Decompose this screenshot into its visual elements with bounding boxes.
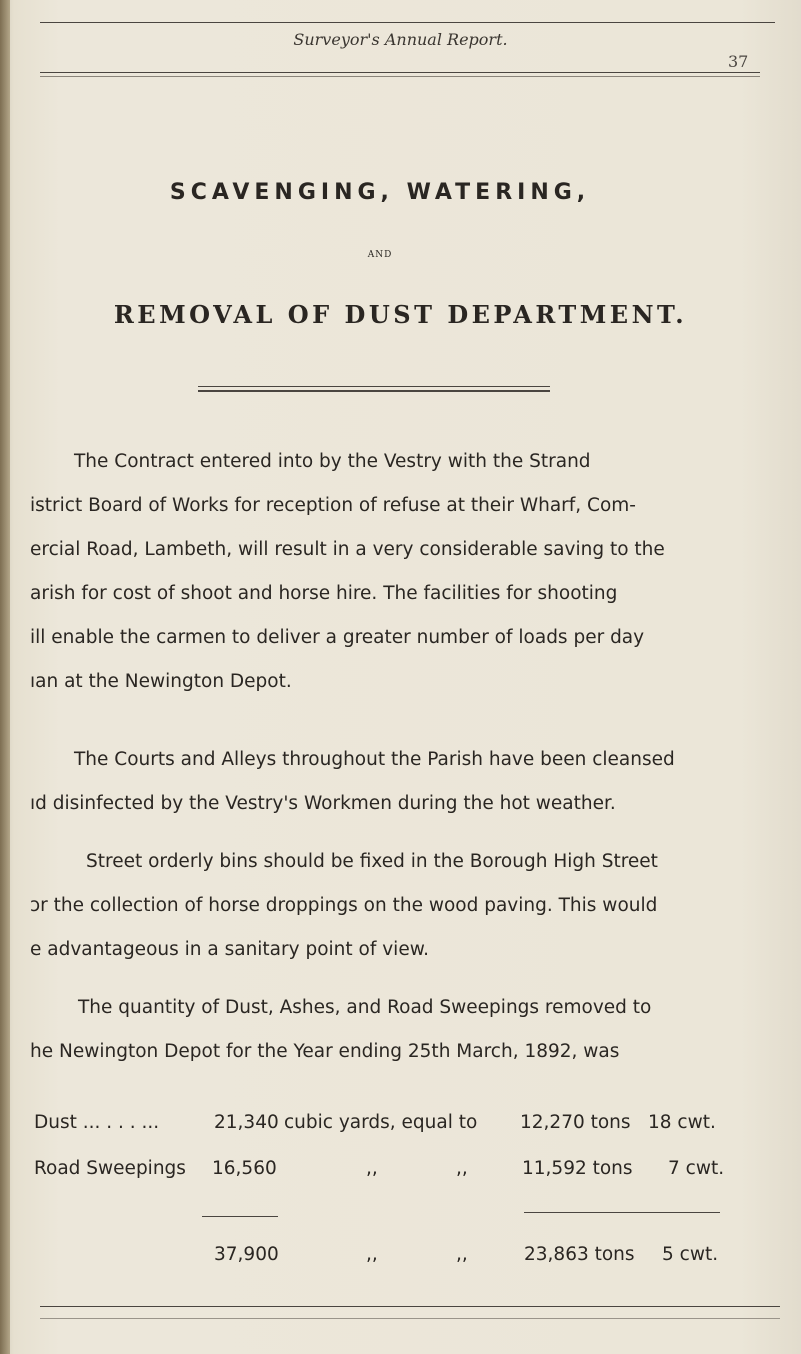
ditto-mark: ,, xyxy=(456,1244,468,1265)
paragraph-line: ɔr the collection of horse droppings on the wood paving. This would xyxy=(30,895,658,916)
table-row-dust xyxy=(0,1112,801,1142)
ditto-mark: ,, xyxy=(366,1244,378,1265)
table-row-total xyxy=(0,1244,801,1274)
page-number: 37 xyxy=(728,52,749,71)
header-top-rule xyxy=(40,22,775,23)
footer-rule xyxy=(40,1306,780,1307)
paragraph-line: istrict Board of Works for reception of refuse at their Wharf, Com- xyxy=(30,495,636,516)
unit-text: cubic yards, equal to xyxy=(284,1112,478,1133)
running-header-title: Surveyor's Annual Report. xyxy=(293,30,508,49)
ditto-mark: ,, xyxy=(456,1158,468,1179)
paragraph-courts-alleys xyxy=(30,738,675,826)
paragraph-quantity xyxy=(30,986,651,1074)
paragraph-line: ercial Road, Lambeth, will result in a very considerable saving to the xyxy=(30,539,665,560)
heading-divider-top xyxy=(198,386,550,387)
cwt-value: 7 cwt. xyxy=(668,1158,725,1179)
section-heading-line1: SCAVENGING, WATERING, xyxy=(169,180,591,205)
paragraph-line: The quantity of Dust, Ashes, and Road Sweepings removed to xyxy=(78,997,652,1018)
paragraph-contract xyxy=(30,440,665,704)
tons-value: 12,270 tons xyxy=(520,1112,631,1133)
paragraph-orderly-bins xyxy=(30,840,658,972)
cubic-yards-value: 16,560 xyxy=(212,1158,277,1179)
ditto-mark: ,, xyxy=(366,1158,378,1179)
tons-total: 23,863 tons xyxy=(524,1244,635,1265)
sum-rule-cubic xyxy=(202,1216,278,1217)
section-heading-line2: REMOVAL OF DUST DEPARTMENT. xyxy=(113,300,688,329)
tons-value: 11,592 tons xyxy=(522,1158,633,1179)
sum-rule-tons xyxy=(524,1212,720,1213)
table-row-road-sweepings xyxy=(0,1158,801,1188)
paragraph-line: Street orderly bins should be fixed in the Borough High Street xyxy=(86,851,658,872)
row-label: Dust ... . . . ... xyxy=(34,1112,160,1133)
cubic-yards-total: 37,900 xyxy=(214,1244,279,1265)
header-bottom-rule-thin xyxy=(40,76,760,77)
paragraph-line: arish for cost of shoot and horse hire. The facilities for shooting xyxy=(30,583,618,604)
cubic-yards-value: 21,340 xyxy=(214,1112,279,1133)
paragraph-line: ill enable the carmen to deliver a greater number of loads per day xyxy=(30,627,645,648)
heading-divider-bottom xyxy=(198,390,550,392)
header-bottom-rule xyxy=(40,72,760,73)
footer-rule-thin xyxy=(40,1318,780,1319)
row-label: Road Sweepings xyxy=(34,1158,186,1179)
paragraph-line: he Newington Depot for the Year ending 25th March, 1892, was xyxy=(30,1041,620,1062)
cwt-total: 5 cwt. xyxy=(662,1244,719,1265)
paragraph-line: The Courts and Alleys throughout the Parish have been cleansed xyxy=(74,749,675,770)
paragraph-line: ıan at the Newington Depot. xyxy=(30,671,292,692)
paragraph-line: ıd disinfected by the Vestry's Workmen during the hot weather. xyxy=(30,793,616,814)
cwt-value: 18 cwt. xyxy=(648,1112,716,1133)
paragraph-line: e advantageous in a sanitary point of view. xyxy=(30,939,430,960)
paragraph-line: The Contract entered into by the Vestry with the Strand xyxy=(74,451,591,472)
section-heading-connector: AND xyxy=(367,250,393,260)
